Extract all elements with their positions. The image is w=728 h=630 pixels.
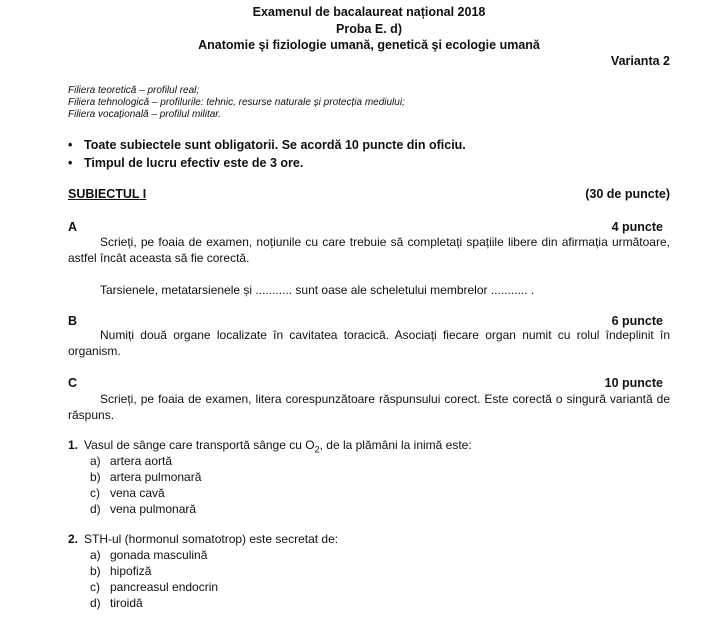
section-points: 6 puncte: [611, 314, 663, 328]
answer-option: [90, 470, 201, 486]
option-text: gonada masculină: [110, 548, 208, 562]
option-key: d): [90, 596, 101, 610]
option-key: a): [90, 548, 101, 562]
question-stem: [84, 438, 472, 455]
stem-subscript: 2: [314, 444, 320, 455]
option-text: vena cavă: [110, 486, 165, 500]
option-key: c): [90, 486, 100, 500]
section-points: 10 puncte: [604, 376, 663, 390]
section-a-statement: Tarsienele, metatarsienele și ........... sunt oase ale scheletului membrelor ........... .: [100, 283, 535, 297]
answer-option: [90, 548, 207, 564]
answer-option: [90, 596, 143, 612]
rule-bullet: [68, 137, 466, 153]
answer-option: [90, 502, 196, 518]
section-letter: C: [68, 376, 78, 390]
rule-bullet: [68, 155, 303, 171]
filiera-line: Filiera vocațională – profilul militar.: [68, 109, 222, 120]
question-number: 1.: [68, 438, 79, 452]
subiect-heading: [68, 186, 670, 202]
option-text: artera pulmonară: [110, 470, 202, 484]
section-c-instruction: Scrieți, pe foaia de examen, litera corespunzătoare răspunsului corect. Este corectă o singură variantă de răspuns.: [68, 392, 670, 422]
option-text: tiroidă: [110, 596, 143, 610]
subiect-points: (30 de puncte): [585, 187, 670, 201]
option-key: b): [90, 564, 101, 578]
exam-variant: Varianta 2: [610, 54, 670, 68]
question-stem: STH-ul (hormonul somatotrop) este secretat de:: [84, 532, 339, 546]
answer-option: [90, 580, 218, 596]
option-text: pancreasul endocrin: [110, 580, 219, 594]
option-text: vena pulmonară: [110, 502, 197, 516]
option-key: d): [90, 502, 101, 516]
answer-option: [90, 486, 165, 502]
option-key: a): [90, 454, 101, 468]
exam-subject: Anatomie şi fiziologie umană, genetică şi ecologie umană: [198, 38, 540, 52]
section-letter: B: [68, 314, 78, 328]
bullet-icon: •: [68, 156, 73, 170]
option-key: c): [90, 580, 100, 594]
exam-proba: Proba E. d): [336, 22, 402, 36]
subiect-title: SUBIECTUL I: [68, 187, 147, 201]
rule-text: Timpul de lucru efectiv este de 3 ore.: [84, 156, 304, 170]
question-number: 2.: [68, 532, 79, 546]
stem-text: , de la plămâni la inimă este:: [319, 438, 472, 452]
section-letter: A: [68, 220, 78, 234]
section-a-instruction: Scrieți, pe foaia de examen, noțiunile cu care trebuie să completați spațiile libere din afirmația următoare, astfel încât aceasta să fie corectă.: [68, 235, 670, 265]
option-text: artera aortă: [110, 454, 173, 468]
rule-text: Toate subiectele sunt obligatorii. Se acordă 10 puncte din oficiu.: [84, 138, 466, 152]
answer-option: [90, 454, 172, 470]
answer-option: [90, 564, 151, 580]
filiera-line: Filiera tehnologică – profilurile: tehnic, resurse naturale și protecția mediului;: [68, 97, 405, 108]
question-2: [68, 532, 670, 548]
section-b-instruction: Numiți două organe localizate în cavitatea toracică. Asociați fiecare organ numit cu rolul îndeplinit în organism.: [68, 328, 670, 358]
option-text: hipofiză: [110, 564, 152, 578]
bullet-icon: •: [68, 138, 73, 152]
option-key: b): [90, 470, 101, 484]
section-points: 4 puncte: [611, 220, 663, 234]
exam-title: Examenul de bacalaureat național 2018: [252, 5, 486, 19]
filiera-line: Filiera teoretică – profilul real;: [68, 85, 200, 96]
stem-text: Vasul de sânge care transportă sânge cu O: [84, 438, 315, 452]
